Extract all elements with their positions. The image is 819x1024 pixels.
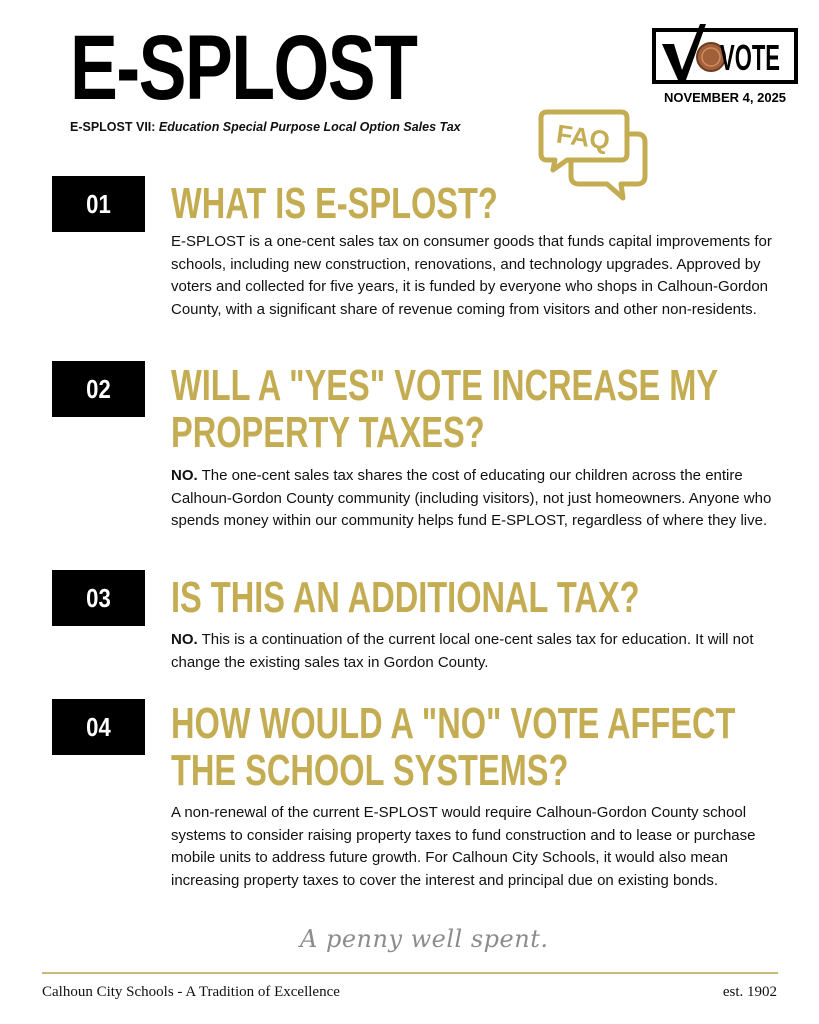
answer-lead-03: NO. bbox=[171, 631, 198, 648]
question-number-03: 03 bbox=[52, 570, 145, 626]
page-subtitle bbox=[70, 120, 461, 134]
footer-divider bbox=[42, 972, 778, 974]
footer-established: est. 1902 bbox=[722, 984, 777, 1000]
question-heading-04: HOW WOULD A "NO" VOTE AFFECT THE SCHOOL SYSTEMS? bbox=[171, 699, 736, 795]
question-number-02: 02 bbox=[52, 361, 145, 417]
question-body-04: A non-renewal of the current E-SPLOST would require Calhoun-Gordon County school systems to consider raising property taxes to fund construction and to lease or purchase mobile units to address future growth. For Calhoun City Schools, it would also mean increasing property taxes to cover the interest and principal due on existing bonds. bbox=[171, 804, 756, 889]
question-heading-03: IS THIS AN ADDITIONAL TAX? bbox=[171, 573, 640, 622]
answer-lead-02: NO. bbox=[171, 467, 198, 484]
vote-checkmark-penny-icon bbox=[652, 22, 798, 84]
question-heading-02: WILL A "YES" VOTE INCREASE MY PROPERTY TAXES? bbox=[171, 361, 719, 457]
footer-organization: Calhoun City Schools - A Tradition of Excellence bbox=[42, 984, 340, 1000]
subtitle-italic: Education Special Purpose Local Option Sales Tax bbox=[158, 120, 461, 134]
tagline: A penny well spent. bbox=[300, 925, 549, 953]
subtitle-prefix: E-SPLOST VII: bbox=[70, 120, 159, 134]
question-number-04: 04 bbox=[52, 699, 145, 755]
question-heading-01: WHAT IS E-SPLOST? bbox=[171, 179, 498, 228]
question-body-02: NO. The one-cent sales tax shares the cost of educating our children across the entire Calhoun-Gordon County community (including visitors), not just homeowners. Anyone who spends money within our community helps fund E-SPLOST, regardless of where they live. bbox=[171, 467, 772, 529]
question-body-01: E-SPLOST is a one-cent sales tax on consumer goods that funds capital improvements for schools, including new construction, renovations, and technology upgrades. Approved by voters and collected for five years, it is funded by everyone who shops in Calhoun-Gordon County, with a significant share of revenue coming from visitors and other non-residents. bbox=[171, 233, 772, 318]
vote-badge-text: VOTE bbox=[720, 37, 780, 78]
question-number-01: 01 bbox=[52, 176, 145, 232]
faq-icon-text: FAQ bbox=[554, 118, 612, 156]
vote-date: NOVEMBER 4, 2025 bbox=[663, 90, 787, 105]
page-title: E-SPLOST bbox=[70, 17, 417, 119]
question-body-03: NO. This is a continuation of the current local one-cent sales tax for education. It will not change the existing sales tax in Gordon County. bbox=[171, 631, 754, 671]
faq-speech-bubbles-icon bbox=[535, 108, 651, 204]
